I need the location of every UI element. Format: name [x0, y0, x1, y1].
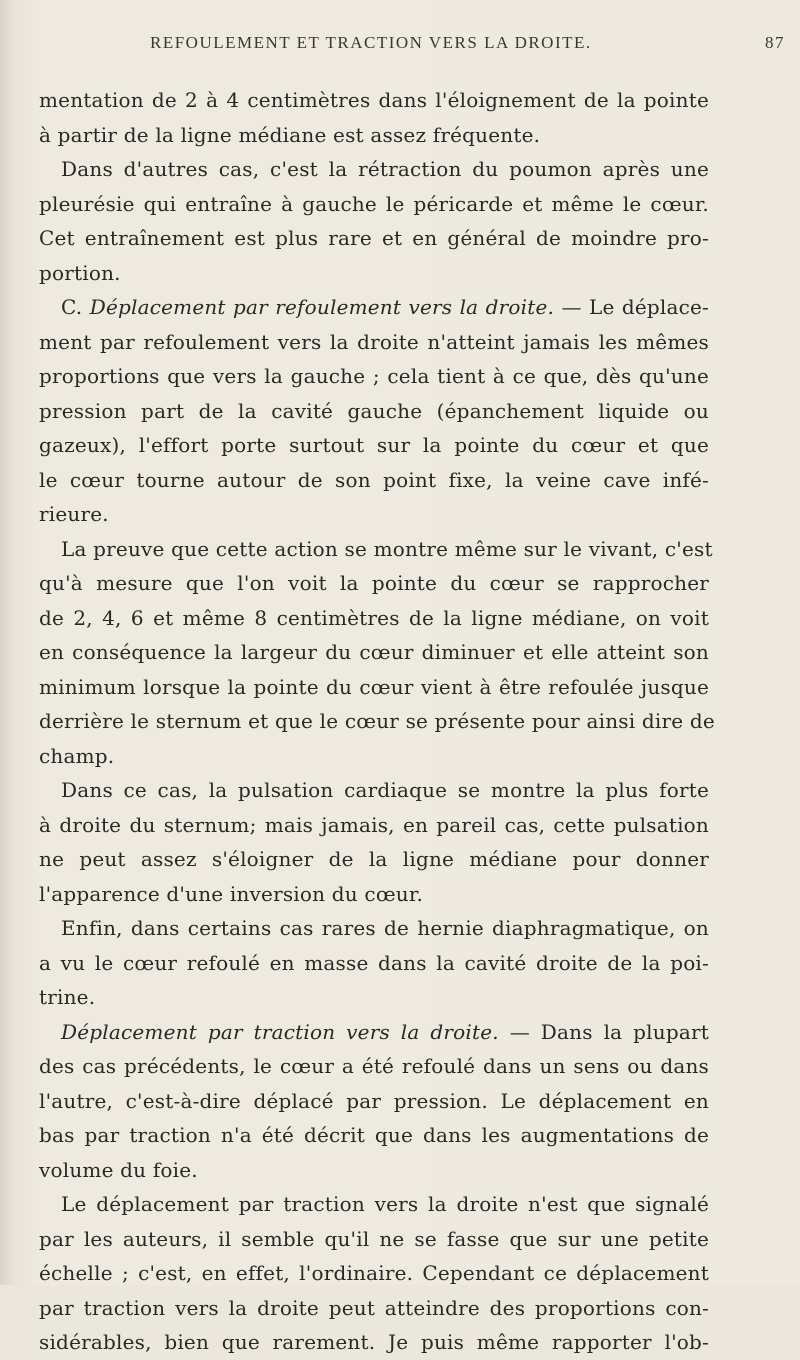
text-line: minimum lorsque la pointe du cœur vient à être refoulée jusque	[39, 674, 709, 699]
text-line: ne peut assez s'éloigner de la ligne médiane pour donner	[39, 847, 709, 871]
section-title-continuation: — Dans la plupart	[509, 1019, 709, 1044]
text-line: Enfin, dans certains cas rares de hernie diaphragmatique, on	[61, 916, 709, 940]
text-line: bas par traction n'a été décrit que dans les augmentations de	[39, 1123, 709, 1147]
text-line: Le déplacement par traction vers la droite n'est que signalé	[61, 1192, 709, 1216]
text-line: champ.	[39, 743, 115, 768]
text-line: rieure.	[39, 502, 109, 526]
text-line: qu'à mesure que l'on voit la pointe du cœur se rapprocher	[39, 571, 709, 595]
text-line: La preuve que cette action se montre même sur le vivant, c'est	[61, 536, 713, 561]
text-line: pression part de la cavité gauche (épanchement liquide ou	[39, 398, 709, 423]
running-title: REFOULEMENT ET TRACTION VERS LA DROITE.	[150, 33, 592, 52]
text-line: Dans ce cas, la pulsation cardiaque se montre la plus forte	[61, 778, 709, 802]
text-line: trine.	[39, 985, 96, 1009]
text-line: proportions que vers la gauche ; cela tient à ce que, dès qu'une	[39, 364, 709, 388]
text-line: de 2, 4, 6 et même 8 centimètres de la ligne médiane, on voit	[39, 605, 709, 630]
text-line: échelle ; c'est, en effet, l'ordinaire. Cependant ce déplacement	[39, 1261, 709, 1285]
text-line: volume du foie.	[39, 1157, 198, 1182]
section-title: Déplacement par traction vers la droite.	[61, 1019, 499, 1044]
text-line: pleurésie qui entraîne à gauche le péricarde et même le cœur.	[39, 191, 709, 216]
page-number: 87	[765, 33, 785, 52]
text-line: gazeux), l'effort porte surtout sur la pointe du cœur et que	[39, 433, 709, 457]
text-line: des cas précédents, le cœur a été refoulé dans un sens ou dans	[39, 1054, 709, 1078]
section-heading-c	[39, 290, 709, 325]
text-line: sidérables, bien que rarement. Je puis même rapporter l'ob-	[39, 1330, 709, 1354]
text-line: par les auteurs, il semble qu'il ne se fasse que sur une petite	[39, 1226, 709, 1251]
text-line: le cœur tourne autour de son point fixe, la veine cave infé-	[39, 467, 709, 492]
body-text	[39, 83, 715, 1360]
text-line: Cet entraînement est plus rare et en général de moindre pro-	[39, 226, 709, 250]
text-line: a vu le cœur refoulé en masse dans la cavité droite de la poi-	[39, 950, 709, 975]
text-line: derrière le sternum et que le cœur se présente pour ainsi dire de	[39, 709, 715, 733]
text-line: à droite du sternum; mais jamais, en pareil cas, cette pulsation	[39, 812, 709, 837]
text-line: en conséquence la largeur du cœur diminuer et elle atteint son	[39, 640, 709, 664]
section-heading-traction	[39, 1015, 709, 1050]
text-line: l'autre, c'est-à-dire déplacé par pression. Le déplacement en	[39, 1088, 709, 1113]
text-line: à partir de la ligne médiane est assez fréquente.	[39, 122, 541, 147]
text-line: mentation de 2 à 4 centimètres dans l'éloignement de la pointe	[39, 88, 709, 112]
text-line: ment par refoulement vers la droite n'atteint jamais les mêmes	[39, 329, 709, 354]
text-line: l'apparence d'une inversion du cœur.	[39, 881, 424, 906]
section-title-continuation: — Le déplace-	[561, 295, 710, 319]
section-label: C.	[61, 295, 83, 319]
text-line: portion.	[39, 260, 121, 285]
text-line: Dans d'autres cas, c'est la rétraction du poumon après une	[61, 157, 709, 181]
text-line: par traction vers la droite peut atteindre des proportions con-	[39, 1295, 709, 1320]
running-header	[150, 33, 785, 57]
section-title: Déplacement par refoulement vers la droite.	[89, 295, 555, 319]
